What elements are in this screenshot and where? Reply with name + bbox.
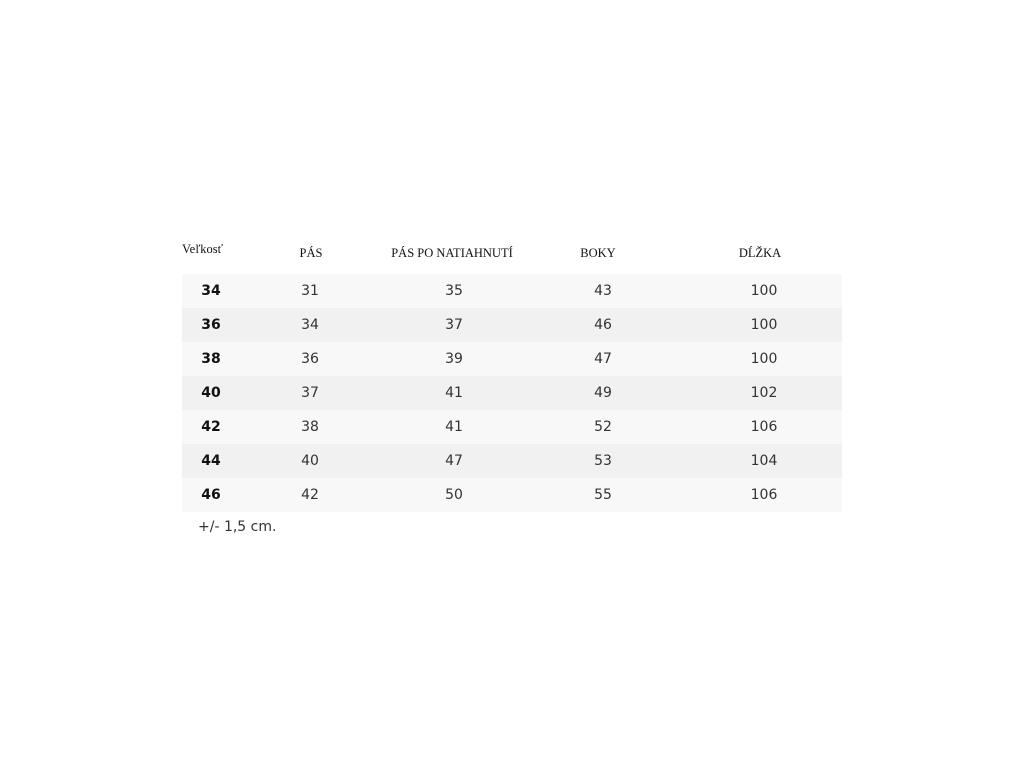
length-cell: 100 bbox=[750, 351, 778, 367]
length-cell: 100 bbox=[750, 317, 778, 333]
table-row bbox=[182, 274, 842, 308]
waist-stretched-cell: 37 bbox=[445, 317, 463, 333]
waist-cell: 42 bbox=[301, 487, 319, 503]
header-size: Veľkosť bbox=[182, 242, 223, 256]
header-waist: PÁS bbox=[299, 246, 323, 260]
size-table bbox=[182, 236, 842, 512]
table-row bbox=[182, 376, 842, 410]
table-row bbox=[182, 410, 842, 444]
waist-stretched-cell: 35 bbox=[445, 283, 463, 299]
length-cell: 106 bbox=[750, 419, 778, 435]
waist-cell: 40 bbox=[301, 453, 319, 469]
hips-cell: 49 bbox=[594, 385, 612, 401]
waist-stretched-cell: 39 bbox=[445, 351, 463, 367]
waist-stretched-cell: 50 bbox=[445, 487, 463, 503]
table-header-row bbox=[182, 236, 842, 274]
hips-cell: 43 bbox=[594, 283, 612, 299]
waist-cell: 36 bbox=[301, 351, 319, 367]
table-row bbox=[182, 444, 842, 478]
hips-cell: 52 bbox=[594, 419, 612, 435]
size-cell: 40 bbox=[201, 385, 221, 401]
size-cell: 42 bbox=[201, 419, 221, 435]
table-row bbox=[182, 342, 842, 376]
length-cell: 102 bbox=[750, 385, 778, 401]
length-cell: 106 bbox=[750, 487, 778, 503]
length-cell: 104 bbox=[750, 453, 778, 469]
size-cell: 34 bbox=[201, 283, 221, 299]
length-cell: 100 bbox=[750, 283, 778, 299]
waist-stretched-cell: 41 bbox=[445, 385, 463, 401]
tolerance-note: +/- 1,5 cm. bbox=[198, 519, 277, 535]
table-row bbox=[182, 478, 842, 512]
waist-cell: 31 bbox=[301, 283, 319, 299]
hips-cell: 47 bbox=[594, 351, 612, 367]
hips-cell: 55 bbox=[594, 487, 612, 503]
waist-cell: 38 bbox=[301, 419, 319, 435]
size-cell: 46 bbox=[201, 487, 221, 503]
waist-cell: 37 bbox=[301, 385, 319, 401]
header-length: DĹŽKA bbox=[738, 246, 782, 260]
size-cell: 38 bbox=[201, 351, 221, 367]
waist-stretched-cell: 41 bbox=[445, 419, 463, 435]
hips-cell: 46 bbox=[594, 317, 612, 333]
waist-cell: 34 bbox=[301, 317, 319, 333]
header-hips: BOKY bbox=[580, 246, 616, 260]
waist-stretched-cell: 47 bbox=[445, 453, 463, 469]
table-row bbox=[182, 308, 842, 342]
size-cell: 44 bbox=[201, 453, 221, 469]
size-cell: 36 bbox=[201, 317, 221, 333]
hips-cell: 53 bbox=[594, 453, 612, 469]
header-waist-stretched: PÁS PO NATIAHNUTÍ bbox=[391, 246, 513, 260]
